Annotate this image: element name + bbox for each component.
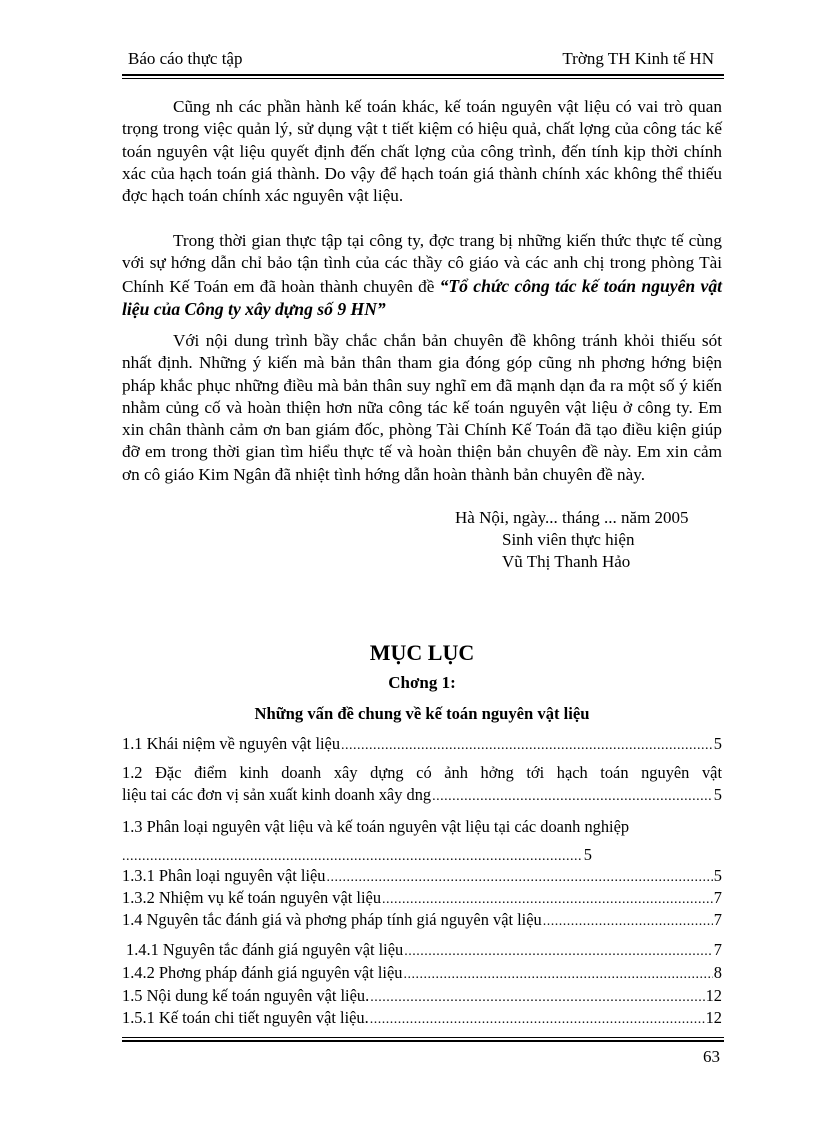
- header-right: Trờng TH Kinh tế HN: [562, 49, 714, 68]
- page-number: 63: [703, 1047, 720, 1066]
- toc-chapter: Chơng 1:: [388, 673, 456, 692]
- toc-entry-text: 1.2 Đặc điểm kinh doanh xây dựng có ảnh hởng tới hạch toán nguyên vật: [122, 763, 722, 782]
- toc-entry-text: 1.3 Phân loại nguyên vật liệu và kế toán nguyên vật liệu tại các doanh nghiệp: [122, 817, 630, 836]
- toc-entry-text: 1.4.2 Phơng pháp đánh giá nguyên vật liệu: [122, 963, 403, 982]
- toc-entry-page: 12: [705, 1008, 722, 1027]
- toc-entry-text: 1.3.2 Nhiệm vụ kế toán nguyên vật liệu: [122, 888, 382, 907]
- toc-entry[interactable]: [122, 1007, 722, 1031]
- signature-date: Hà Nội, ngày... tháng ... năm 2005: [455, 508, 689, 527]
- toc-entry-page: 7: [713, 888, 722, 907]
- paragraph-1-text: Cũng nh các phần hành kế toán khác, kế toán nguyên vật liệu có vai trò quan trọng trong việc quản lý, sử dụng vật t tiết kiệm có hiệu quả, chất lợng của công tác kế toán nguyên vật liệu quyết định đến chất lợng của công trình, đến tính kịp thời chính xác của hạch toán giá thành. Do vậy để hạch toán giá thành chính xác không thể thiếu đợc hạch toán chính xác nguyên vật liệu.: [122, 97, 722, 206]
- toc-entry-page: 12: [705, 986, 722, 1005]
- header-left: Báo cáo thực tập: [128, 49, 243, 68]
- toc-entry-text: 1.5.1 Kế toán chi tiết nguyên vật liệu.: [122, 1008, 369, 1027]
- toc-entry-page: 7: [713, 910, 722, 929]
- toc-entry[interactable]: [122, 909, 722, 933]
- toc-entry-text: 1.4.1 Nguyên tắc đánh giá nguyên vật liệu: [126, 940, 404, 959]
- paragraph-3-text: Với nội dung trình bầy chắc chắn bản chuyên đề không tránh khỏi thiếu sót nhất định. Những ý kiến mà bản thân tham gia đóng góp cũng nh phơng hớng biện pháp khắc phục những điều mà bản thân suy nghĩ em đã mạnh dạn đa ra một số ý kiến nhằm củng cố và hoàn thiện hơn nữa công tác kế toán nguyên vật liệu ở công ty. Em xin chân thành cảm ơn ban giám đốc, phòng Tài Chính Kế Toán đã tạo điều kiện giúp đỡ em trong thời gian tìm hiểu thực tế và hoàn thiện bản chuyên đề này. Em xin cảm ơn cô giáo Kim Ngân đã nhiệt tình hớng dẫn hoàn thành bản chuyên đề này.: [122, 331, 722, 484]
- toc-chapter-title: Những vấn đề chung về kế toán nguyên vật liệu: [254, 704, 590, 723]
- toc-entry[interactable]: [122, 733, 722, 757]
- toc-entry[interactable]: [122, 816, 722, 868]
- paragraph-1: [122, 96, 722, 207]
- paragraph-2: [122, 230, 722, 321]
- signature-name: Vũ Thị Thanh Hảo: [502, 552, 631, 571]
- toc-entry-text: 1.1 Khái niệm về nguyên vật liệu: [122, 734, 341, 753]
- toc-entry-page: 7: [713, 940, 722, 959]
- toc-entry[interactable]: [122, 865, 722, 889]
- toc-entry-page: 5: [713, 734, 722, 753]
- header-rule-thin: [122, 78, 724, 79]
- toc-entry[interactable]: [122, 762, 722, 808]
- toc-entry-text: 1.5 Nội dung kế toán nguyên vật liệu.: [122, 986, 370, 1005]
- header-rule-thick: [122, 74, 724, 76]
- signature-role: Sinh viên thực hiện: [502, 530, 635, 549]
- paragraph-3: [122, 330, 722, 486]
- toc-entry-text-cont: liệu tai các đơn vị sản xuất kinh doanh xây dng: [122, 785, 432, 804]
- toc-entry[interactable]: [122, 985, 722, 1009]
- toc-entry-text: 1.4 Nguyên tắc đánh giá và phơng pháp tính giá nguyên vật liệu: [122, 910, 542, 929]
- report-title: “Tổ chức công tác kế toán nguyên vật liệu của Công ty xây dựng số 9 HN”: [122, 275, 722, 319]
- toc-title: MỤC LỤC: [369, 640, 475, 665]
- toc-entry-page: 5: [583, 845, 592, 864]
- toc-entry-page: 5: [713, 785, 722, 804]
- paragraph-2-text: Trong thời gian thực tập tại công ty, đợc trang bị những kiến thức thực tế cùng với sự hớng dẫn chỉ bảo tận tình của các thầy cô giáo và các anh chị trong phòng Tài Chính Kế Toán em đã hoàn thành chuyên đề: [122, 231, 722, 296]
- toc-entry[interactable]: [122, 887, 722, 911]
- footer-rule-thick: [122, 1040, 724, 1042]
- toc-entry-text: 1.3.1 Phân loại nguyên vật liệu: [122, 866, 326, 885]
- footer-rule-thin: [122, 1037, 724, 1038]
- toc-entry-page: 5: [713, 866, 722, 885]
- toc-entry[interactable]: [122, 939, 722, 963]
- toc-entry-page: 8: [713, 963, 722, 982]
- toc-entry[interactable]: [122, 962, 722, 986]
